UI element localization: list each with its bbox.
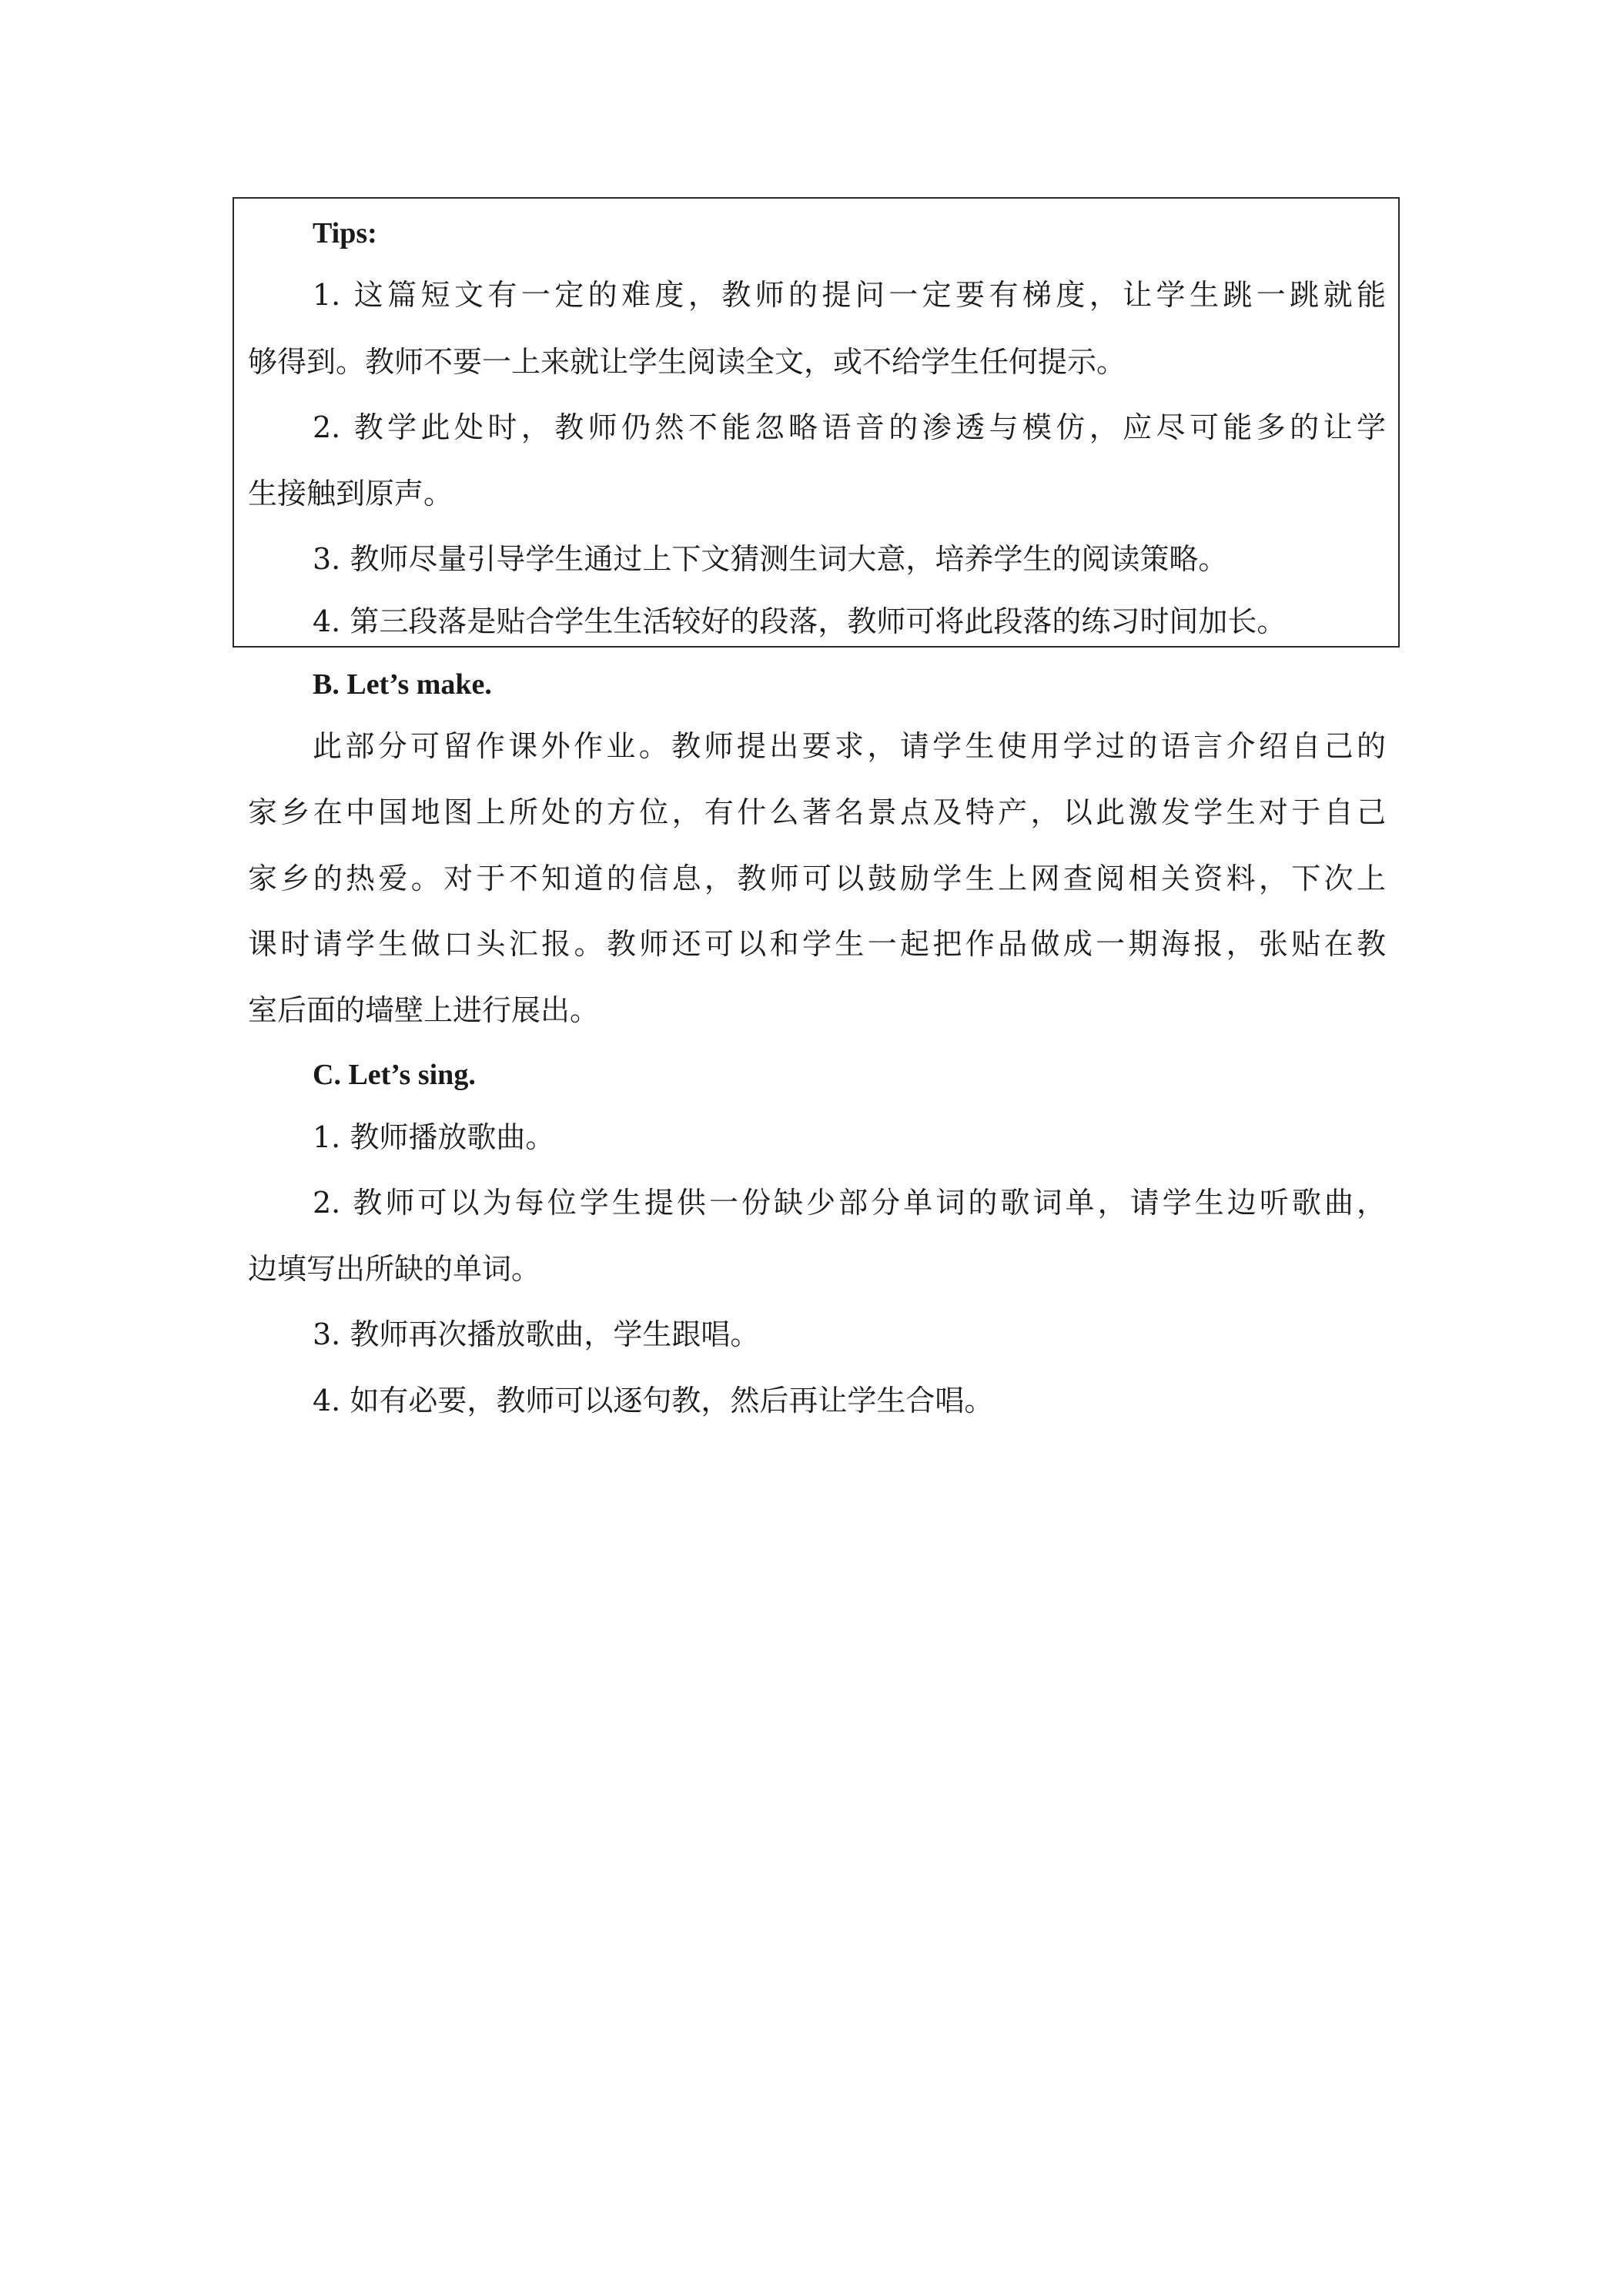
section-b-line-4: 课时请学生做口头汇报。教师还可以和学生一起把作品做成一期海报，张贴在教 bbox=[248, 927, 1386, 961]
section-b-line-5: 室后面的墙壁上进行展出。 bbox=[248, 993, 600, 1027]
tips-item-1-line-2: 够得到。教师不要一上来就让学生阅读全文，或不给学生任何提示。 bbox=[248, 345, 1126, 379]
section-c-heading: C. Let’s sing. bbox=[313, 1059, 476, 1091]
tips-item-2-line-2: 生接触到原声。 bbox=[248, 477, 453, 510]
tips-item-1-line-1: 1. 这篇短文有一定的难度，教师的提问一定要有梯度，让学生跳一跳就能 bbox=[313, 278, 1386, 312]
section-b-line-1: 此部分可留作课外作业。教师提出要求，请学生使用学过的语言介绍自己的 bbox=[313, 729, 1386, 763]
section-b-line-3: 家乡的热爱。对于不知道的信息，教师可以鼓励学生上网查阅相关资料，下次上 bbox=[248, 862, 1386, 895]
section-c-item-3: 3. 教师再次播放歌曲，学生跟唱。 bbox=[313, 1317, 760, 1351]
section-c-item-2-line-1: 2. 教师可以为每位学生提供一份缺少部分单词的歌词单，请学生边听歌曲， bbox=[313, 1186, 1386, 1220]
tips-heading: Tips: bbox=[313, 217, 377, 249]
tips-item-3: 3. 教师尽量引导学生通过上下文猜测生词大意，培养学生的阅读策略。 bbox=[313, 542, 1228, 576]
section-b-heading: B. Let’s make. bbox=[313, 668, 492, 701]
section-c-item-1: 1. 教师播放歌曲。 bbox=[313, 1120, 555, 1154]
section-c-item-4: 4. 如有必要，教师可以逐句教，然后再让学生合唱。 bbox=[313, 1384, 994, 1417]
tips-item-4: 4. 第三段落是贴合学生生活较好的段落，教师可将此段落的练习时间加长。 bbox=[313, 604, 1287, 638]
tips-item-2-line-1: 2. 教学此处时，教师仍然不能忽略语音的渗透与模仿，应尽可能多的让学 bbox=[313, 410, 1386, 444]
section-c-item-2-line-2: 边填写出所缺的单词。 bbox=[248, 1252, 541, 1286]
section-b-line-2: 家乡在中国地图上所处的方位，有什么著名景点及特产，以此激发学生对于自己 bbox=[248, 795, 1386, 829]
